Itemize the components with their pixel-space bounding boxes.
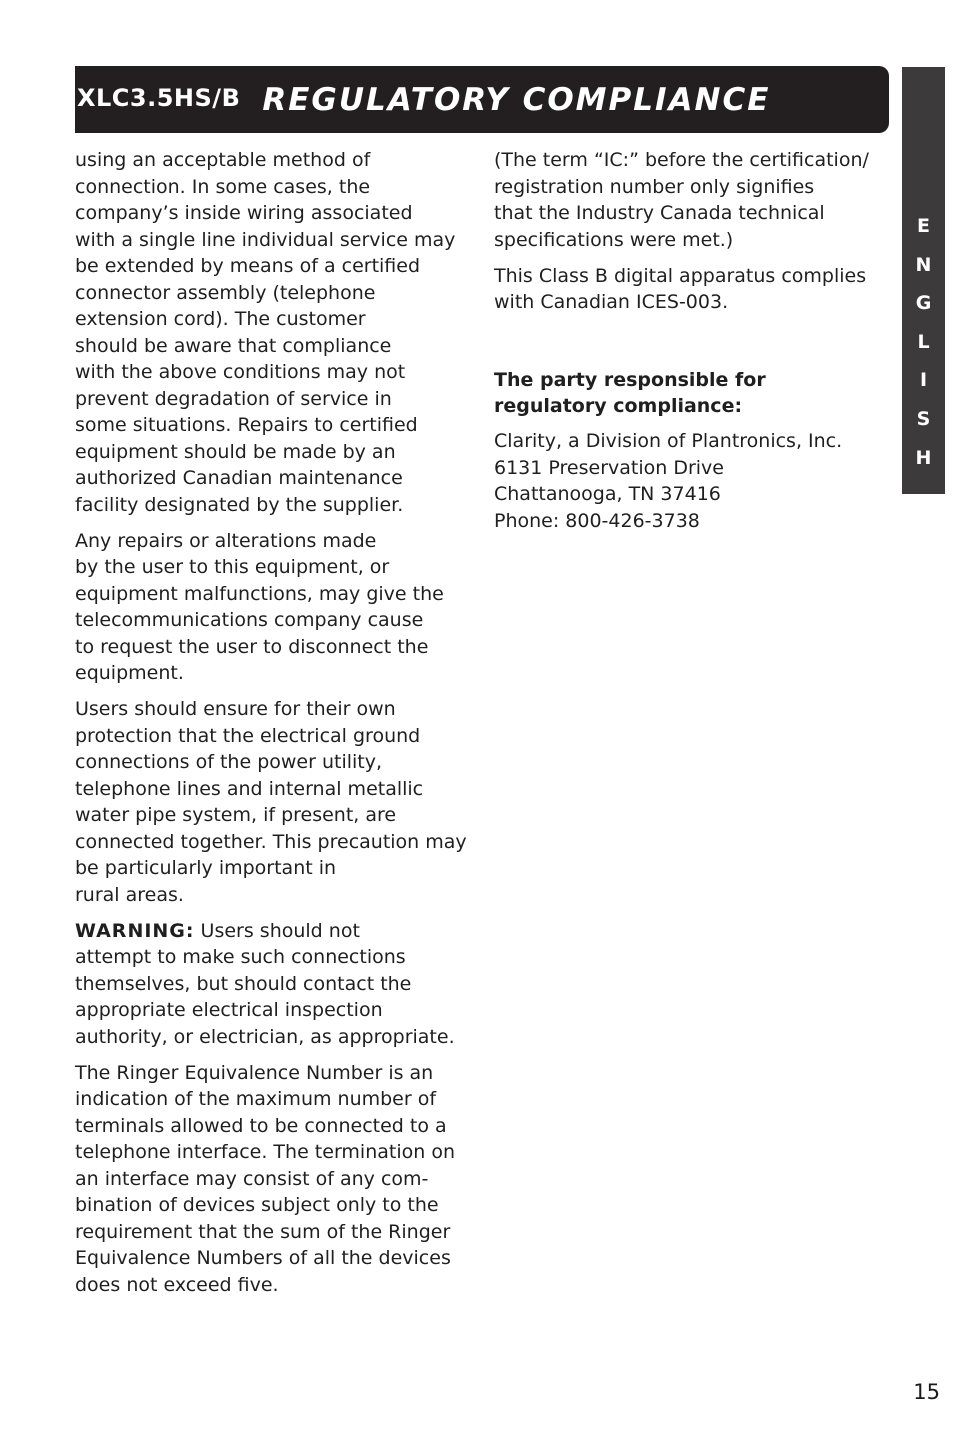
tab-letter: G bbox=[915, 292, 932, 315]
paragraph-connection-method: using an acceptable method of connection. In some cases, the company’s inside wiring associated with a single line individual service may be extended by means of a certified connector assembly (telephone extension cord). The customer should be aware that compliance with the above conditions may not prevent degradation of service in some situations. Repairs to certified equipment should be made by an authorized Canadian maintenance facility designated by the supplier. bbox=[75, 149, 456, 516]
tab-letter: H bbox=[915, 446, 932, 469]
paragraph-class-b: This Class B digital apparatus complies with Canadian ICES-003. bbox=[494, 264, 867, 313]
left-column bbox=[75, 147, 475, 1308]
section-title: REGULATORY COMPLIANCE bbox=[262, 81, 771, 118]
tab-letter: E bbox=[917, 215, 930, 237]
paragraph-repairs: Any repairs or alterations made by the user to this equipment, or equipment malfunctions, may give the telecommunications company cause to request the user to disconnect the equipment. bbox=[75, 529, 444, 684]
paragraph-ground-connections: Users should ensure for their own protection that the electrical ground connections of the power utility, telephone lines and internal metallic water pipe system, if present, are connected together. This precaution may be particularly important in rural areas. bbox=[75, 698, 467, 906]
paragraph-ringer-equivalence: The Ringer Equivalence Number is an indication of the maximum number of terminals allowed to be connected to a telephone interface. The termination on an interface may consist of any com- bination of devices subject only to the requirement that the sum of the Ringer Equivalence Numbers of all the devices does not exceed five. bbox=[75, 1061, 455, 1296]
tab-letter: N bbox=[915, 253, 932, 276]
page-number: 15 bbox=[913, 1380, 940, 1404]
responsible-party-heading: The party responsible for regulatory compliance: bbox=[494, 368, 766, 417]
tab-letter: I bbox=[919, 369, 928, 392]
language-tab-label bbox=[902, 207, 945, 477]
tab-letter: L bbox=[917, 330, 930, 353]
right-column bbox=[494, 147, 894, 544]
model-number: XLC3.5HS/B bbox=[77, 83, 241, 112]
responsible-party-address: Clarity, a Division of Plantronics, Inc. 6131 Preservation Drive Chattanooga, TN 37416 Phone: 800-426-3738 bbox=[494, 430, 843, 532]
paragraph-ic-term: (The term “IC:” before the certification/ registration number only signifies that the Industry Canada technical specifications were met.) bbox=[494, 149, 869, 251]
warning-text: Users should not attempt to make such connections themselves, but should contact the appropriate electrical inspection authority, or electrician, as appropriate. bbox=[75, 919, 455, 1048]
language-side-tab bbox=[902, 67, 945, 494]
paragraph-warning bbox=[75, 918, 475, 1051]
warning-label: WARNING: bbox=[75, 919, 195, 942]
section-header-bar bbox=[75, 66, 889, 133]
tab-letter: S bbox=[916, 407, 931, 430]
